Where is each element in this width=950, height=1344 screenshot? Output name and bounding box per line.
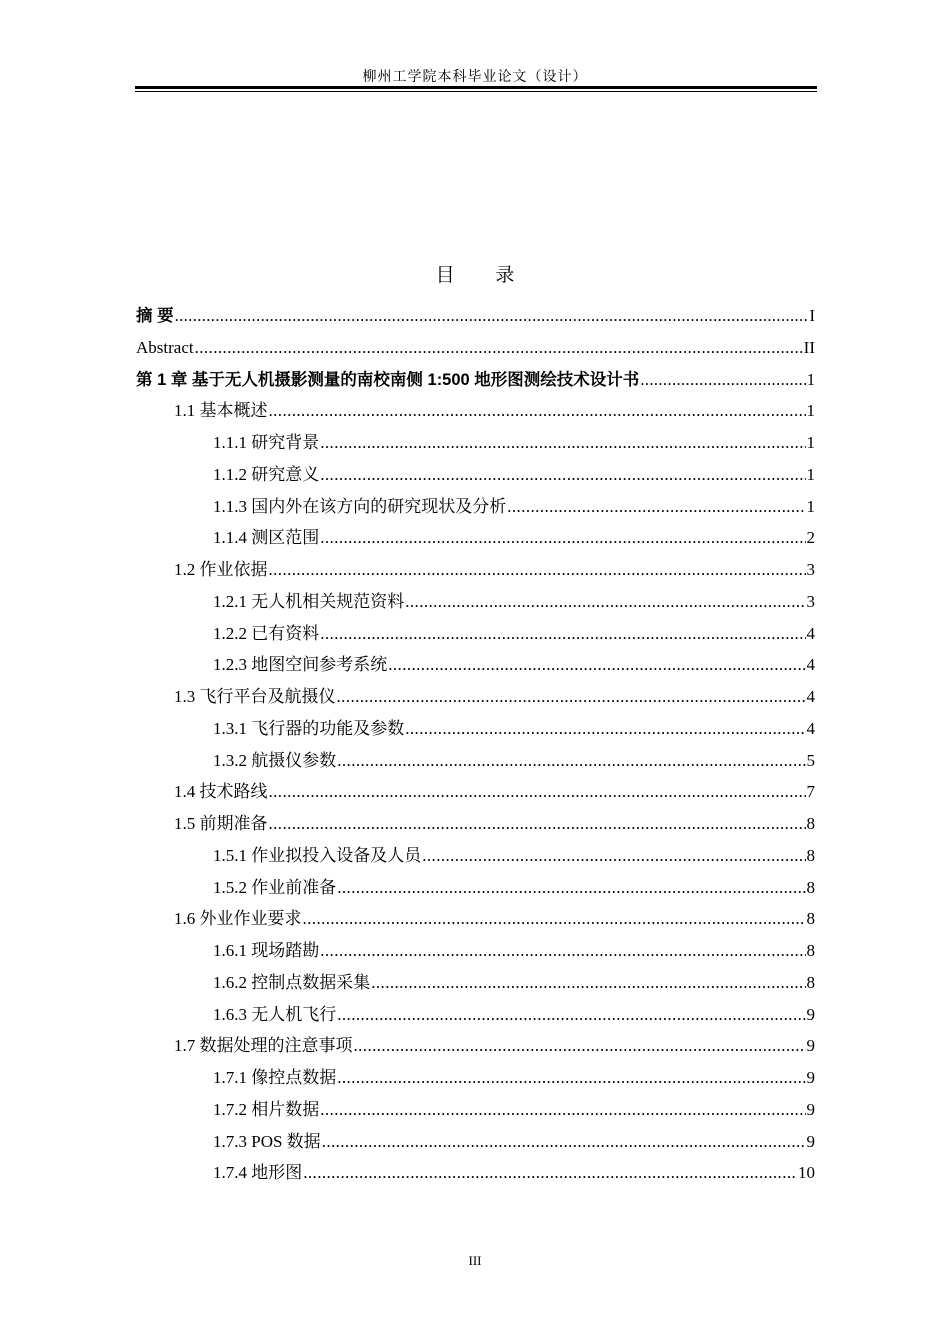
- toc-entry-page: 9: [806, 1131, 815, 1151]
- page-number: III: [468, 1253, 482, 1268]
- toc-entry[interactable]: [136, 554, 815, 586]
- toc-entry-page: 5: [806, 750, 815, 770]
- toc-entry-label: 1.7.4 地形图: [213, 1163, 303, 1183]
- toc-entry[interactable]: [136, 300, 815, 332]
- toc-entry-label: 1.5 前期准备: [174, 814, 268, 833]
- toc-entry-page: I: [809, 306, 815, 325]
- toc-dot-leader: [269, 808, 806, 840]
- toc-entry[interactable]: [136, 618, 815, 650]
- toc-entry-label: 1.1.4 测区范围: [213, 528, 320, 548]
- toc-entry-label: 1.4 技术路线: [174, 782, 268, 802]
- toc-entry-page: 4: [806, 718, 815, 738]
- toc-entry[interactable]: [136, 999, 815, 1031]
- toc-entry-label: 1.1.3 国内外在该方向的研究现状及分析: [213, 496, 507, 516]
- toc-entry-page: 1: [806, 401, 815, 421]
- toc-entry-page: 4: [806, 623, 815, 643]
- toc-entry-page: 3: [806, 591, 815, 611]
- toc-entry-page: 1: [806, 433, 815, 452]
- toc-dot-leader: [405, 713, 805, 745]
- toc-entry[interactable]: [136, 1030, 815, 1062]
- toc-dot-leader: [320, 1094, 805, 1126]
- toc-entry-label: 1.6 外业作业要求: [174, 909, 302, 929]
- toc-entry[interactable]: [136, 1126, 815, 1158]
- toc-entry[interactable]: [136, 1094, 815, 1126]
- toc-entry[interactable]: [136, 459, 815, 491]
- toc-dot-leader: [320, 427, 805, 459]
- toc-entry-page: 3: [806, 560, 815, 579]
- table-of-contents: [136, 300, 815, 1189]
- toc-entry-page: 1: [806, 369, 815, 389]
- toc-entry[interactable]: [136, 427, 815, 459]
- toc-entry[interactable]: [136, 364, 815, 396]
- toc-entry-page: 1: [806, 464, 815, 484]
- toc-entry[interactable]: [136, 967, 815, 999]
- toc-dot-leader: [337, 745, 805, 777]
- toc-entry-label: 1.7.2 相片数据: [213, 1099, 320, 1119]
- toc-entry[interactable]: [136, 840, 815, 872]
- toc-dot-leader: [320, 618, 805, 650]
- toc-dot-leader: [303, 903, 806, 935]
- toc-entry[interactable]: [136, 903, 815, 935]
- toc-dot-leader: [354, 1030, 806, 1062]
- toc-dot-leader: [337, 999, 805, 1031]
- toc-entry-label: 1.6.1 现场踏勘: [213, 941, 320, 960]
- toc-entry[interactable]: [136, 872, 815, 904]
- toc-entry-page: 10: [798, 1163, 815, 1183]
- toc-entry-label: 1.7 数据处理的注意事项: [174, 1036, 353, 1056]
- toc-entry[interactable]: [136, 491, 815, 523]
- toc-dot-leader: [269, 395, 806, 427]
- toc-entry-label: 1.3.2 航摄仪参数: [213, 750, 337, 770]
- toc-dot-leader: [371, 967, 805, 999]
- toc-dot-leader: [320, 459, 805, 491]
- toc-entry[interactable]: [136, 1062, 815, 1094]
- toc-entry[interactable]: [136, 745, 815, 777]
- toc-entry[interactable]: [136, 649, 815, 681]
- toc-dot-leader: [303, 1157, 797, 1189]
- toc-entry-page: 8: [806, 814, 815, 833]
- toc-entry-page: 8: [806, 877, 815, 897]
- toc-entry-label: 1.1 基本概述: [174, 401, 268, 421]
- toc-entry[interactable]: [136, 586, 815, 618]
- toc-entry-page: 4: [806, 687, 815, 706]
- toc-entry-label: 1.7.1 像控点数据: [213, 1068, 337, 1087]
- toc-entry-label: 第 1 章 基于无人机摄影测量的南校南侧 1:500 地形图测绘技术设计书: [136, 370, 640, 389]
- toc-entry-page: 1: [806, 496, 815, 516]
- toc-entry[interactable]: [136, 776, 815, 808]
- toc-entry-page: 9: [806, 1004, 815, 1024]
- toc-dot-leader: [320, 522, 805, 554]
- toc-dot-leader: [507, 491, 805, 523]
- toc-entry[interactable]: [136, 395, 815, 427]
- header-rule-thin: [135, 91, 817, 92]
- toc-entry-page: 2: [806, 528, 815, 548]
- toc-entry-label: 1.6.2 控制点数据采集: [213, 972, 371, 992]
- toc-entry-page: 8: [806, 941, 815, 960]
- toc-entry[interactable]: [136, 522, 815, 554]
- toc-entry-page: 8: [806, 845, 815, 865]
- toc-entry-label: 1.2.3 地图空间参考系统: [213, 655, 388, 675]
- toc-entry-label: 1.1.1 研究背景: [213, 433, 320, 452]
- toc-entry-page: II: [803, 337, 815, 357]
- toc-title: 目 录: [435, 265, 533, 286]
- toc-entry-label: 1.2 作业依据: [174, 560, 268, 579]
- toc-dot-leader: [175, 300, 809, 333]
- toc-entry[interactable]: [136, 808, 815, 840]
- toc-dot-leader: [337, 872, 805, 904]
- toc-entry-label: 1.2.2 已有资料: [213, 623, 320, 643]
- toc-dot-leader: [320, 935, 805, 967]
- toc-entry-label: 1.7.3 POS 数据: [213, 1131, 321, 1151]
- toc-entry[interactable]: [136, 681, 815, 713]
- toc-entry-page: 8: [806, 972, 815, 992]
- toc-entry-label: 1.5.1 作业拟投入设备及人员: [213, 845, 422, 865]
- toc-entry-page: 8: [806, 909, 815, 929]
- toc-entry-label: 1.3 飞行平台及航摄仪: [174, 687, 336, 706]
- toc-entry-page: 9: [806, 1068, 815, 1087]
- toc-entry-page: 4: [806, 655, 815, 675]
- toc-dot-leader: [388, 649, 805, 681]
- toc-entry-label: 1.6.3 无人机飞行: [213, 1004, 337, 1024]
- toc-dot-leader: [269, 554, 806, 586]
- toc-entry[interactable]: [136, 935, 815, 967]
- toc-entry[interactable]: [136, 1157, 815, 1189]
- toc-dot-leader: [422, 840, 805, 872]
- toc-entry-page: 9: [806, 1036, 815, 1056]
- toc-entry[interactable]: [136, 713, 815, 745]
- toc-entry-page: 7: [806, 782, 815, 802]
- toc-entry-label: Abstract: [136, 337, 194, 357]
- toc-dot-leader: [337, 681, 806, 713]
- toc-entry-label: 摘 要: [136, 307, 174, 325]
- toc-dot-leader: [269, 776, 806, 808]
- toc-dot-leader: [195, 332, 803, 364]
- header-rule-thick: [135, 86, 817, 89]
- toc-entry[interactable]: [136, 332, 815, 364]
- toc-entry-page: 9: [806, 1099, 815, 1119]
- toc-dot-leader: [405, 586, 805, 618]
- toc-entry-label: 1.3.1 飞行器的功能及参数: [213, 718, 405, 738]
- toc-entry-label: 1.1.2 研究意义: [213, 464, 320, 484]
- toc-dot-leader: [337, 1062, 805, 1094]
- toc-entry-label: 1.5.2 作业前准备: [213, 877, 337, 897]
- running-header: 柳州工学院本科毕业论文（设计）: [362, 70, 588, 85]
- toc-entry-label: 1.2.1 无人机相关规范资料: [213, 591, 405, 611]
- toc-dot-leader: [322, 1126, 806, 1158]
- toc-dot-leader: [640, 364, 805, 397]
